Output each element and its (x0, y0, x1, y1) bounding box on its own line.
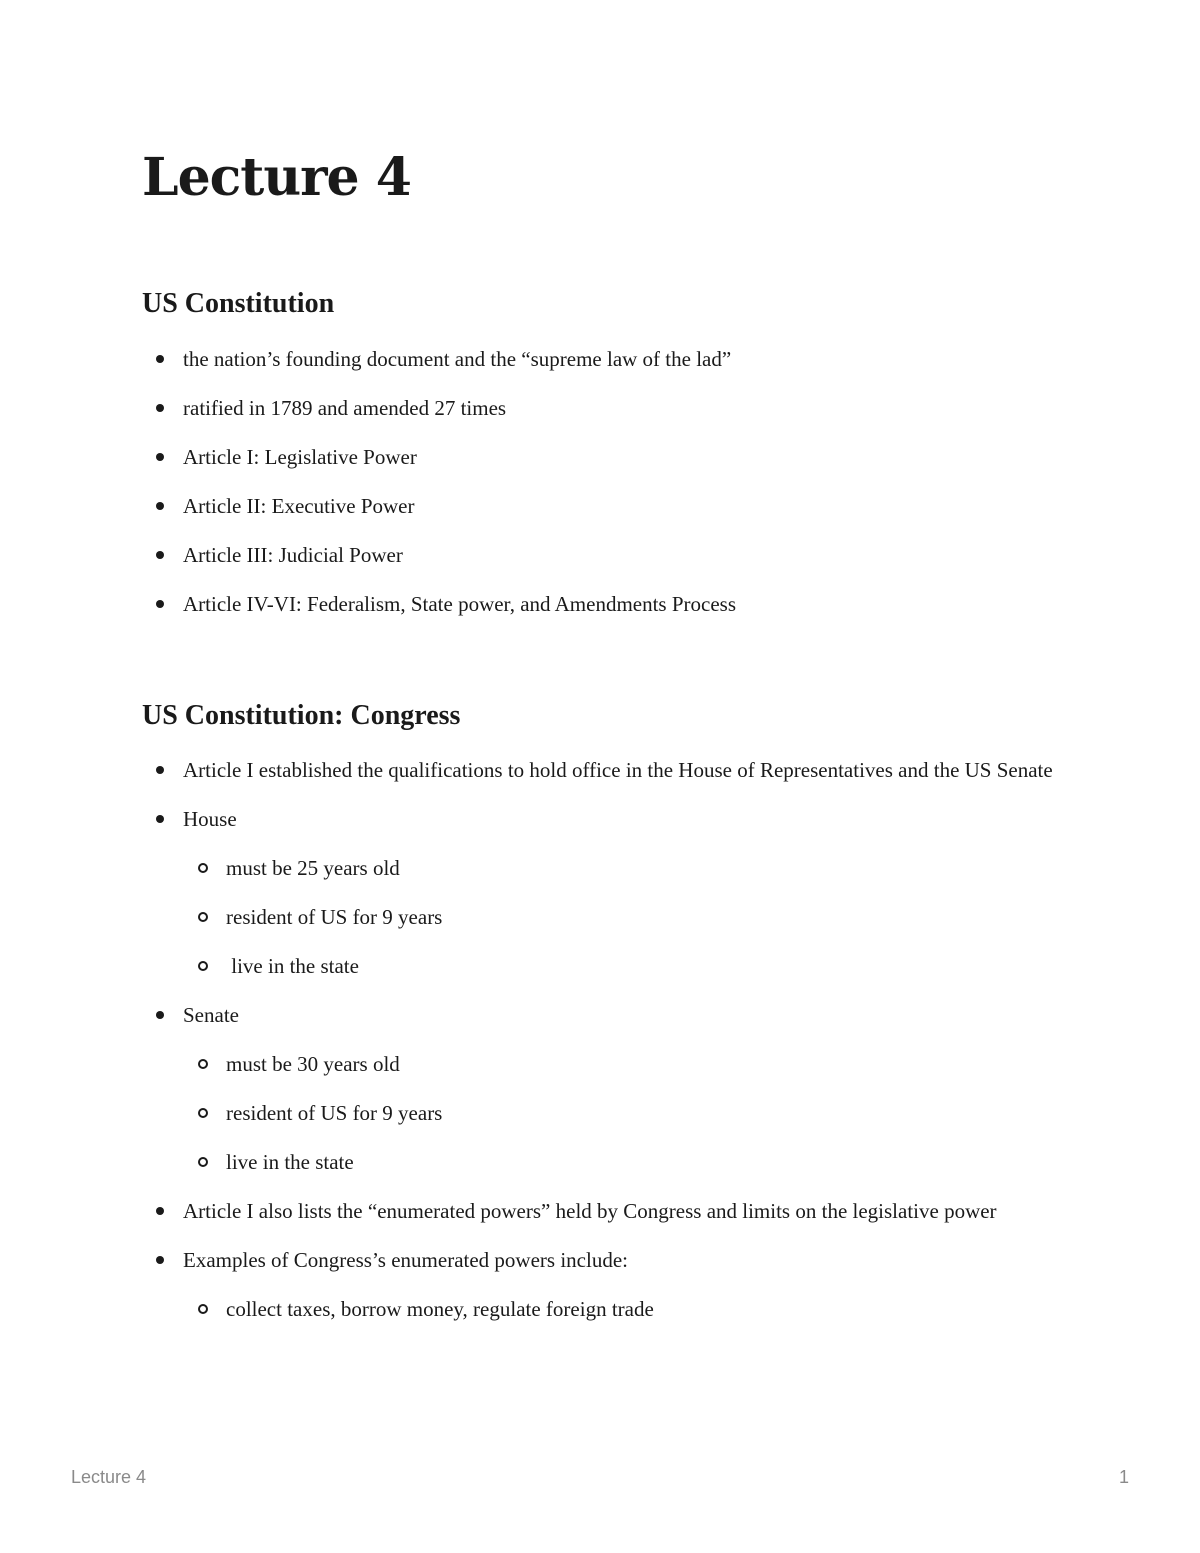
sub-list-item (142, 851, 1072, 886)
hollow-bullet-icon (198, 912, 208, 922)
bullet-icon (156, 453, 164, 461)
list-item (142, 753, 1072, 788)
section-congress (142, 696, 1072, 1341)
list-item-text: Article I also lists the “enumerated powers” held by Congress and limits on the legislative power (183, 1199, 997, 1223)
list-item (142, 440, 1072, 475)
page-number: 1 (1118, 1467, 1129, 1487)
list-item-text: Article I established the qualifications to hold office in the House of Representatives and the US Senate (183, 758, 1053, 782)
list-item-text: must be 30 years old (226, 1052, 400, 1076)
list-item-text: Article IV-VI: Federalism, State power, and Amendments Process (183, 592, 737, 616)
hollow-bullet-icon (198, 961, 208, 971)
bullet-icon (156, 766, 164, 774)
bullet-list (142, 342, 1072, 622)
list-item (142, 1194, 1072, 1229)
section-us-constitution (142, 284, 1072, 636)
bullet-icon (156, 502, 164, 510)
list-item-text: live in the state (226, 954, 359, 978)
hollow-bullet-icon (198, 1108, 208, 1118)
section-heading: US Constitution: Congress (142, 700, 461, 731)
sub-list-item (142, 1047, 1072, 1082)
bullet-icon (156, 355, 164, 363)
bullet-icon (156, 1207, 164, 1215)
document-title: Lecture 4 (142, 147, 411, 208)
list-item-text: Article III: Judicial Power (183, 543, 403, 567)
sub-list-item (142, 1145, 1072, 1180)
list-item-text: collect taxes, borrow money, regulate foreign trade (226, 1297, 654, 1321)
hollow-bullet-icon (198, 1059, 208, 1069)
list-item (142, 342, 1072, 377)
section-heading: US Constitution (142, 288, 335, 319)
list-item (142, 998, 1072, 1033)
list-item-text: the nation’s founding document and the “supreme law of the lad” (183, 347, 732, 371)
list-item (142, 391, 1072, 426)
list-item-text: Article II: Executive Power (183, 494, 415, 518)
hollow-bullet-icon (198, 1304, 208, 1314)
footer-label: Lecture 4 (71, 1467, 147, 1487)
list-item (142, 1243, 1072, 1278)
list-item-text: Senate (183, 1003, 239, 1027)
list-item (142, 489, 1072, 524)
bullet-icon (156, 551, 164, 559)
bullet-icon (156, 600, 164, 608)
bullet-list (142, 753, 1072, 1327)
list-item-text: live in the state (226, 1150, 354, 1174)
hollow-bullet-icon (198, 1157, 208, 1167)
list-item-text: resident of US for 9 years (226, 1101, 443, 1125)
bullet-icon (156, 404, 164, 412)
list-item-text: House (183, 807, 237, 831)
list-item (142, 538, 1072, 573)
sub-list-item (142, 900, 1072, 935)
list-item (142, 587, 1072, 622)
hollow-bullet-icon (198, 863, 208, 873)
list-item (142, 802, 1072, 837)
bullet-icon (156, 1256, 164, 1264)
list-item-text: resident of US for 9 years (226, 905, 443, 929)
list-item-text: Examples of Congress’s enumerated powers include: (183, 1248, 628, 1272)
sub-list-item (142, 1292, 1072, 1327)
list-item-text: ratified in 1789 and amended 27 times (183, 396, 507, 420)
bullet-icon (156, 815, 164, 823)
sub-list-item (142, 949, 1072, 984)
sub-list-item (142, 1096, 1072, 1131)
bullet-icon (156, 1011, 164, 1019)
list-item-text: Article I: Legislative Power (183, 445, 417, 469)
list-item-text: must be 25 years old (226, 856, 400, 880)
